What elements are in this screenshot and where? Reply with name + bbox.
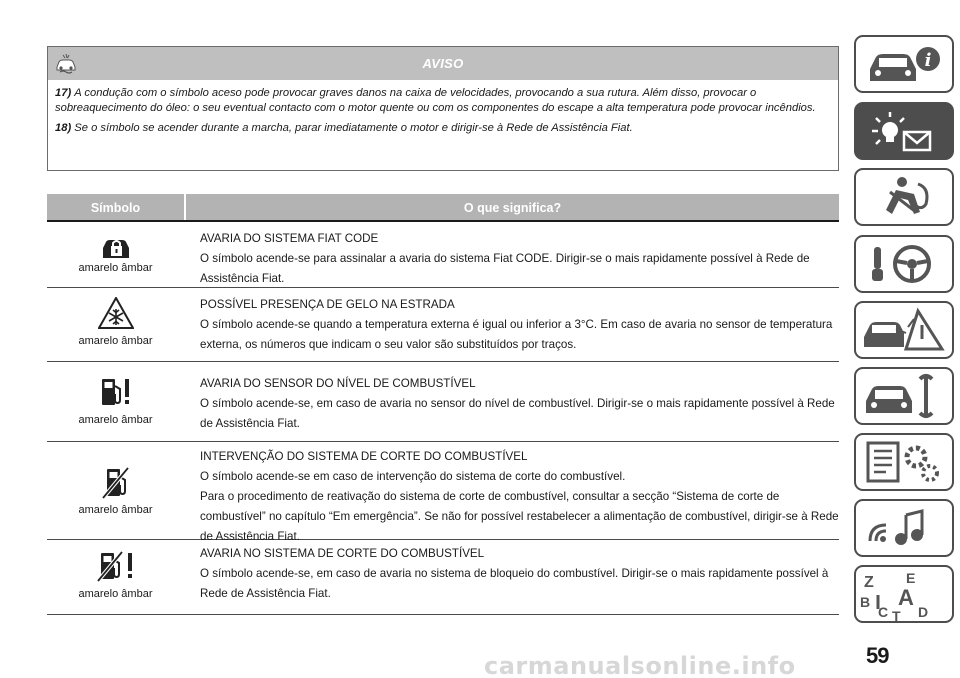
symbol-cell: [47, 288, 184, 361]
symbol-cell: [47, 362, 184, 441]
index-letter: C: [878, 604, 889, 620]
meaning-cell: [184, 442, 839, 543]
chapter-tab-emergency[interactable]: [854, 301, 954, 359]
chapter-tab-maintenance[interactable]: [854, 367, 954, 425]
meaning-cell: [184, 362, 839, 441]
fuel-cutoff-fault-icon: [96, 550, 136, 582]
color-label: amarelo âmbar: [78, 504, 153, 516]
chapter-tab-index[interactable]: [854, 565, 954, 623]
meaning-cell: [184, 222, 839, 287]
page-number: 59: [866, 643, 889, 668]
table-row: [47, 222, 839, 288]
fiat-code-lock-icon: [100, 234, 132, 262]
note-text: A condução com o símbolo aceso pode provocar graves danos na caixa de velocidades, provocando a sua rutura. Além disso, provocar o sobreaquecimento do óleo: o seu eventual contacto com o motor quente ou com os componentes do escape a alta temperatura pode provocar incêndios.: [55, 87, 816, 114]
row-title: AVARIA DO SENSOR DO NÍVEL DE COMBUSTÍVEL: [200, 377, 476, 390]
fuel-cutoff-icon: [101, 466, 131, 500]
table-row: [47, 540, 839, 615]
symbol-cell: [47, 442, 184, 539]
car-info-icon: [856, 37, 952, 91]
table-header: [47, 194, 839, 222]
meaning-cell: [184, 288, 839, 361]
color-label: amarelo âmbar: [78, 414, 153, 426]
note-number: 17): [55, 87, 72, 99]
row-description: Para o procedimento de reativação do sistema de corte de combustível, consultar a secção “Sistema de corte de combustível” no capítulo “Em emergência”. Se não for possível restabelecer a alimentação de combustível, dirigir-se à Rede de Assistência Fiat.: [200, 490, 839, 543]
svg-text:i: i: [924, 50, 932, 71]
key-steering-wheel-icon: [856, 237, 952, 291]
table-row: [47, 288, 839, 362]
color-label: amarelo âmbar: [78, 262, 153, 274]
index-letter: T: [892, 608, 901, 621]
color-label: amarelo âmbar: [78, 335, 153, 347]
meaning-cell: [184, 540, 839, 614]
index-letter: A: [898, 585, 914, 610]
symbols-table: [47, 194, 839, 615]
multimedia-icon: [856, 501, 952, 555]
note-text: Se o símbolo se acender durante a marcha, parar imediatamente o motor e dirigir-se à Rede de Assistência Fiat.: [74, 122, 633, 134]
emergency-car-icon: [856, 303, 952, 357]
column-header-meaning: O que significa?: [463, 201, 562, 215]
symbol-cell: [47, 540, 184, 614]
index-letter: E: [906, 570, 916, 586]
ice-snowflake-icon: [98, 297, 134, 329]
row-description: O símbolo acende-se, em caso de avaria no sensor do nível de combustível. Dirigir-se o mais rapidamente possível à Rede de Assistência Fiat.: [200, 397, 835, 430]
chapter-tab-car-info[interactable]: [854, 35, 954, 93]
index-letter: B: [860, 594, 871, 610]
car-maintenance-icon: [856, 369, 952, 423]
warning-note: [55, 121, 831, 136]
row-description: O símbolo acende-se, em caso de avaria no sistema de bloqueio do combustível. Dirigir-se o mais rapidamente possível à Rede de Assistência Fiat.: [200, 567, 829, 600]
row-title: AVARIA DO SISTEMA FIAT CODE: [200, 232, 379, 245]
warning-box: [47, 46, 839, 171]
watermark: carmanualsonline.info: [484, 652, 796, 678]
row-title: INTERVENÇÃO DO SISTEMA DE CORTE DO COMBUSTÍVEL: [200, 450, 528, 463]
row-description: O símbolo acende-se em caso de intervenção do sistema de corte do combustível.: [200, 470, 626, 483]
row-title: AVARIA NO SISTEMA DE CORTE DO COMBUSTÍVEL: [200, 547, 485, 560]
row-description: O símbolo acende-se para assinalar a avaria do sistema Fiat CODE. Dirigir-se o mais rapidamente possível à Rede de Assistência Fiat.: [200, 252, 810, 285]
note-number: 18): [55, 122, 72, 134]
index-letter: D: [918, 604, 929, 620]
warning-note: [55, 86, 831, 116]
column-header-symbol: Símbolo: [90, 201, 141, 215]
row-title: POSSÍVEL PRESENÇA DE GELO NA ESTRADA: [200, 298, 455, 311]
color-label: amarelo âmbar: [78, 588, 153, 600]
chapter-tab-safety[interactable]: [854, 168, 954, 226]
chapter-tab-technical-data[interactable]: [854, 433, 954, 491]
table-row: [47, 442, 839, 543]
symbol-cell: [47, 222, 184, 287]
safety-airbag-icon: [856, 170, 952, 224]
technical-data-icon: [856, 435, 952, 489]
fuel-pump-warning-icon: [99, 376, 133, 408]
table-row: [47, 362, 839, 442]
warning-lights-icon: [856, 104, 952, 158]
warning-box-body: [48, 80, 838, 136]
warning-box-header: [48, 47, 838, 80]
chapter-tab-multimedia[interactable]: [854, 499, 954, 557]
chapter-tab-starting-driving[interactable]: [854, 235, 954, 293]
chapter-tab-warning-lights[interactable]: [854, 102, 954, 160]
index-letters-icon: [856, 567, 952, 621]
warning-box-title: AVISO: [422, 56, 464, 71]
row-description: O símbolo acende-se quando a temperatura externa é igual ou inferior a 3°C. Em caso de avaria no sensor de temperatura externa, os números que indicam o seu valor são substituídos por traços.: [200, 318, 833, 351]
index-letter: Z: [864, 574, 874, 591]
